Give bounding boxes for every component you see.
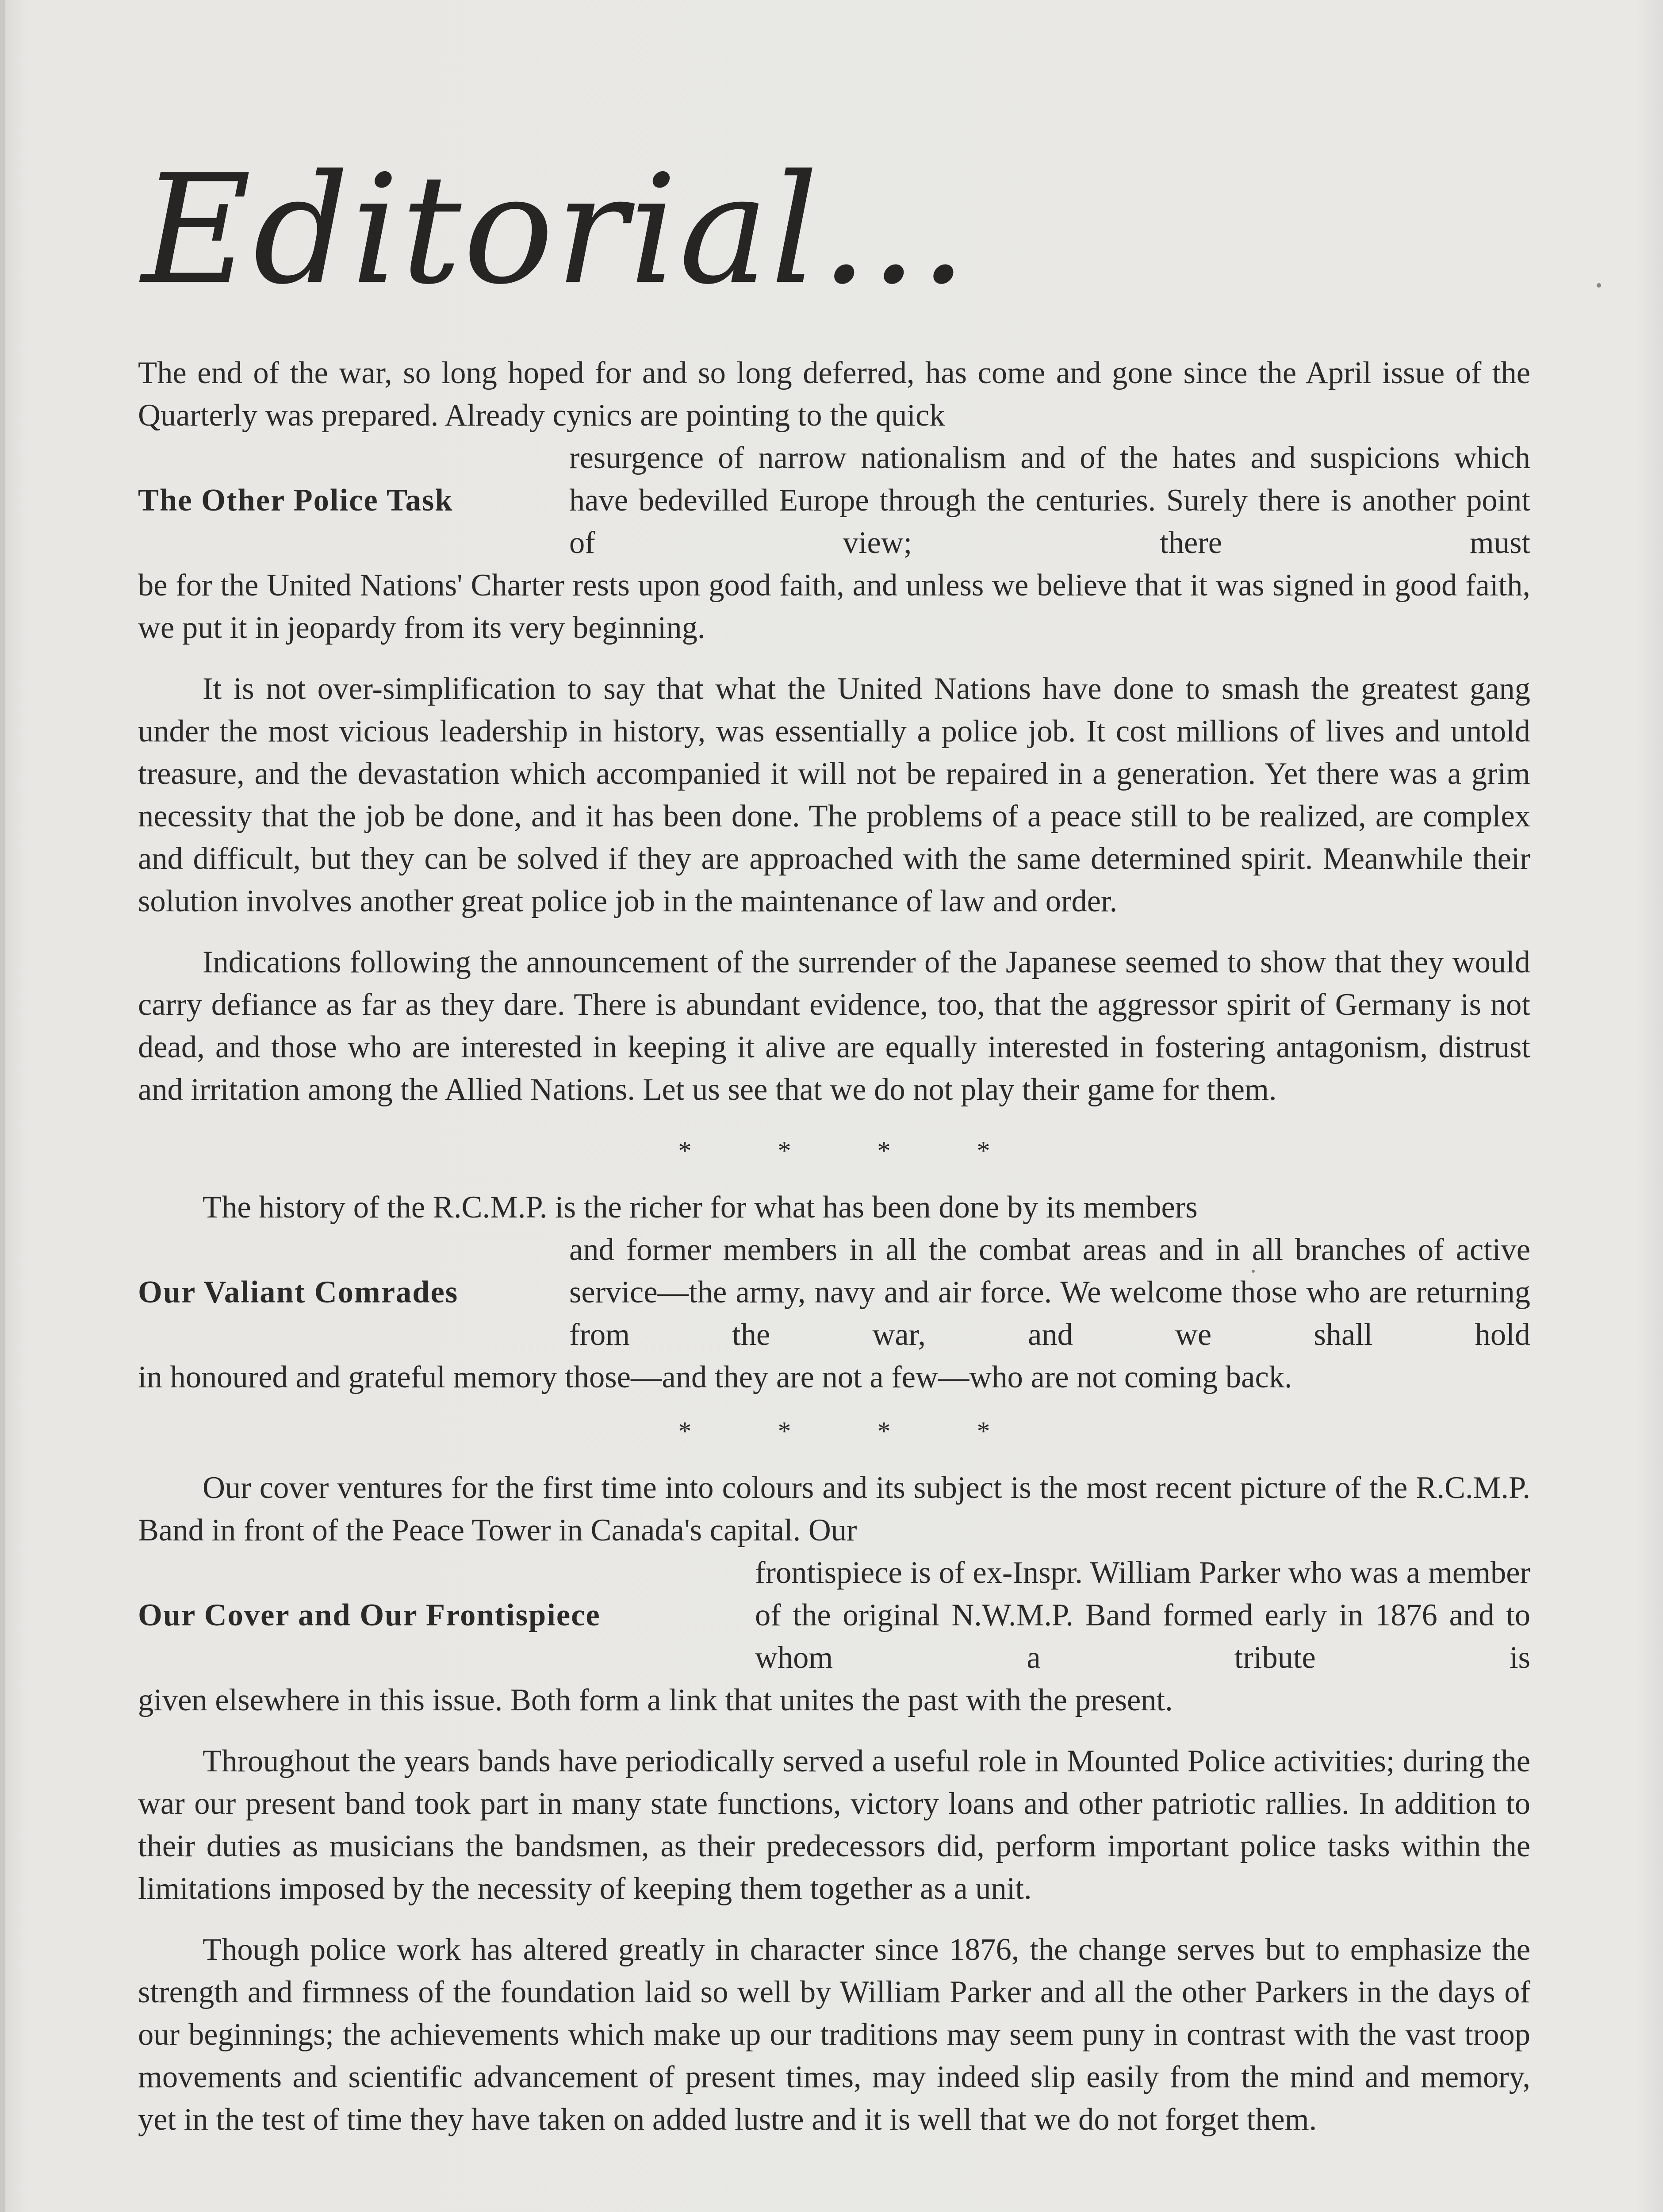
paragraph-7: Throughout the years bands have periodically served a useful role in Mounted Police activities; during the war our present band took part in many state functions, victory loans and other patriotic rallies. In addition to their duties as musicians the bandsmen, as their predecessors did, perform important police tasks within the limitations imposed by the necessity of keeping them together as a unit. — [138, 1744, 1530, 1906]
article-body — [138, 352, 1530, 2159]
paragraph-tail-1: be for the United Nations' Charter rests upon good faith, and unless we believe that it was signed in good faith, we put it in jeopardy from its very beginning. — [138, 568, 1530, 645]
paragraph-side-2: and former members in all the combat areas and in all branches of active service—the army, navy and air force. We welcome those who are returning from the war, and we shall hold — [569, 1233, 1530, 1352]
section-side-text-3 — [755, 1551, 1530, 1679]
paragraph-tail-3: given elsewhere in this issue. Both form a link that unites the past with the present. — [138, 1683, 1173, 1717]
paragraph-side-3: frontispiece is of ex-Inspr. William Parker who was a member of the original N.W.M.P. Band formed early in 1876 and to whom a tribute is — [755, 1555, 1530, 1675]
paragraph-3: Indications following the announcement of the surrender of the Japanese seemed to show that they would carry defiance as far as they dare. There is abundant evidence, too, that the aggressor spirit of Germany is not dead, and those who are interested in keeping it alive are equally interested in fostering antagonism, distrust and irritation among the Allied Nations. Let us see that we do not play their game for them. — [138, 945, 1530, 1107]
section-heading-other-police-task: The Other Police Task — [138, 483, 453, 518]
section-heading-valiant-comrades: Our Valiant Comrades — [138, 1275, 459, 1310]
paper-speck — [1252, 1270, 1255, 1273]
paragraph-8: Though police work has altered greatly in character since 1876, the change serves but to emphasize the strength and firmness of the foundation laid so well by William Parker and all the other Parkers in the days of our beginnings; the achievements which make up our traditions may seem puny in contrast with the vast troop movements and scientific advancement of present times, may indeed slip easily from the mind and memory, yet in the test of time they have taken on added lustre and it is well that we do not forget them. — [138, 1932, 1530, 2137]
paragraph-lead-2: The history of the R.C.M.P. is the richer for what has been done by its members — [203, 1190, 1198, 1225]
paragraph-lead-3: Our cover ventures for the first time into colours and its subject is the most recent picture of the R.C.M.P. Band in front of the Peace Tower in Canada's capital. Our — [138, 1471, 1530, 1548]
paper-speck — [1597, 283, 1601, 288]
paragraph-2: It is not over-simplification to say that what the United Nations have done to smash the greatest gang under the most vicious leadership in history, was essentially a police job. It cost millions of lives and untold treasure, and the devastation which accompanied it will not be repaired in a generation. Yet there was a grim necessity that the job be done, and it has been done. The problems of a peace still to be realized, are complex and difficult, but they can be solved if they are approached with the same determined spirit. Meanwhile their solution involves another great police job in the maintenance of law and order. — [138, 672, 1530, 918]
paragraph-tail-2: in honoured and grateful memory those—and they are not a few—who are not coming back. — [138, 1360, 1292, 1394]
section-block-3 — [138, 1551, 1530, 1679]
section-side-text-2 — [569, 1229, 1530, 1356]
section-side-text-1 — [569, 437, 1530, 564]
paragraph-lead-1: The end of the war, so long hoped for and so long deferred, has come and gone since the April issue of the Quarterly was prepared. Already cynics are pointing to the quick — [138, 356, 1530, 433]
section-separator: * * * * — [678, 1417, 990, 1446]
section-block-1 — [138, 437, 1530, 564]
page-title: Editorial... — [142, 142, 969, 318]
paragraph-side-1: resurgence of narrow nationalism and of the hates and suspicions which have bedevilled Europe through the centuries. Surely there is another point of view; there must — [569, 441, 1530, 560]
page-edge — [0, 0, 5, 2212]
section-heading-cover-and-frontispiece: Our Cover and Our Frontispiece — [138, 1598, 601, 1632]
section-separator: * * * * — [678, 1136, 990, 1165]
section-block-2 — [138, 1229, 1530, 1356]
